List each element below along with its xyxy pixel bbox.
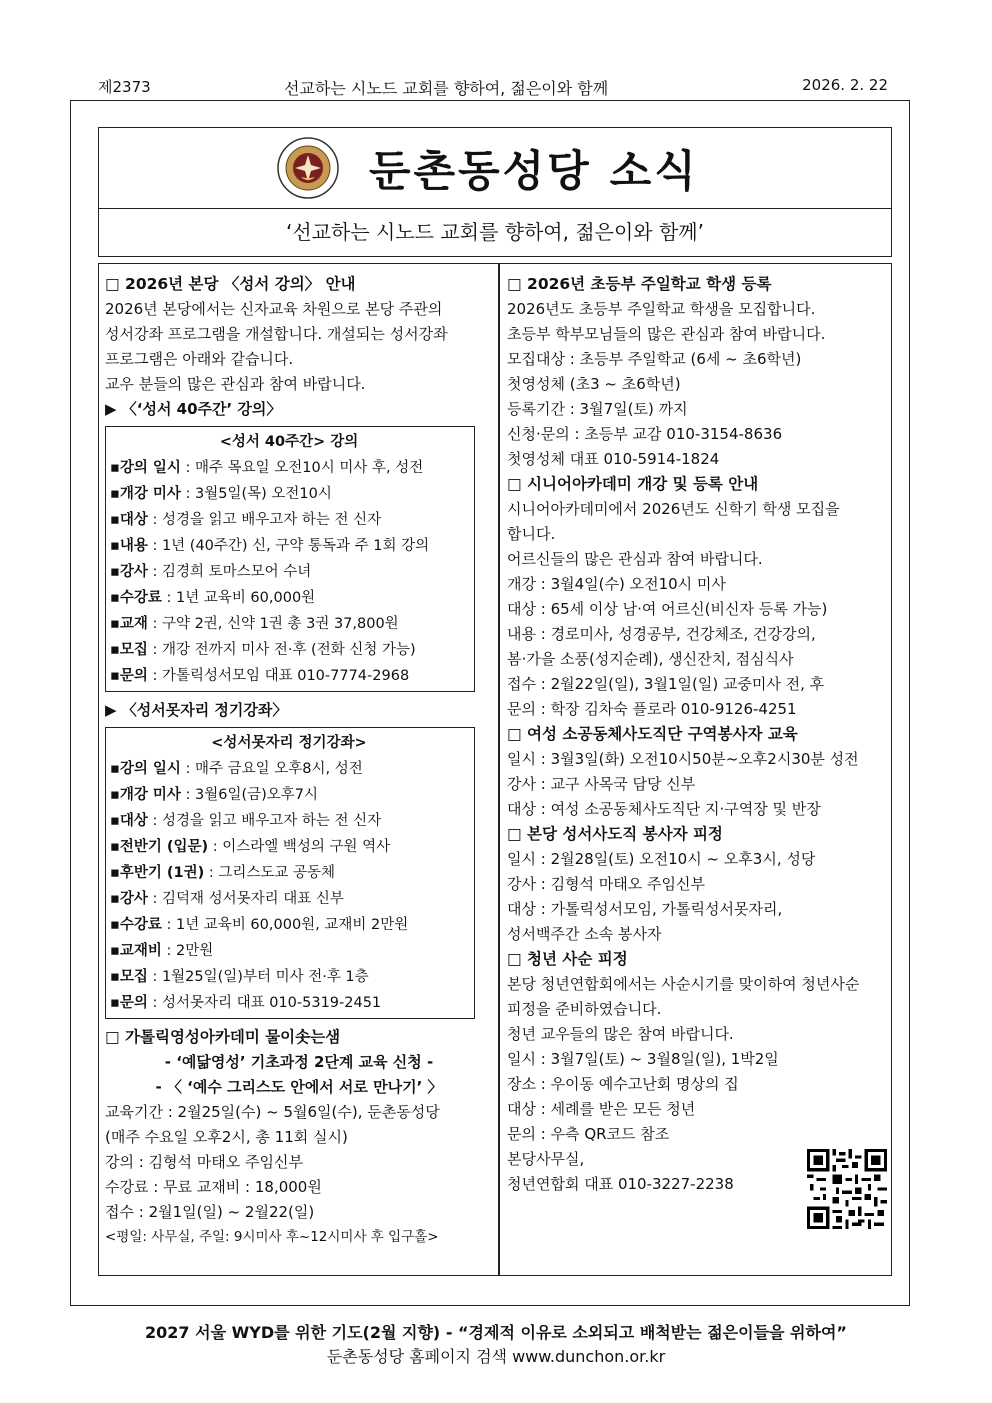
footer-homepage[interactable]: 둔촌동성당 홈페이지 검색 www.dunchon.or.kr xyxy=(326,1347,666,1366)
info-line: 문의 : 학장 김차숙 플로라 010-9126-4251 xyxy=(507,700,797,718)
issue-number: 제2373 xyxy=(98,78,151,96)
info-line: 본당사무실, xyxy=(507,1150,585,1168)
box-line: ▪전반기 (입문) : 이스라엘 백성의 구원 역사 xyxy=(110,839,391,855)
box-line: ▪교재 : 구약 2권, 신약 1권 총 3권 37,800원 xyxy=(110,616,399,632)
info-line: 대상 : 세례를 받은 모든 청년 xyxy=(507,1100,696,1118)
info-line: 개강 : 3월4일(수) 오전10시 미사 xyxy=(507,575,726,593)
info-line: (매주 수요일 오후2시, 총 11회 실시) xyxy=(105,1128,348,1146)
section-title: □ 2026년 초등부 주일학교 학생 등록 xyxy=(507,275,772,293)
section-title: □ 시니어아카데미 개강 및 등록 안내 xyxy=(507,475,759,493)
info-line: 합니다. xyxy=(507,525,556,543)
box-line: ▪모집 : 개강 전까지 미사 전·후 (전화 신청 가능) xyxy=(110,642,416,658)
subsection-title: - 〈 ‘예수 그리스도 안에서 서로 만나기’ 〉 xyxy=(155,1078,443,1096)
content-area xyxy=(98,263,892,1276)
info-line: 등록기간 : 3월7일(토) 까지 xyxy=(507,400,688,418)
paragraph-line: 교우 분들의 많은 관심과 참여 바랍니다. xyxy=(105,375,366,393)
info-line: 첫영성체 대표 010-5914-1824 xyxy=(507,450,720,468)
box-line: ▪문의 : 가톨릭성서모임 대표 010-7774-2968 xyxy=(110,668,410,684)
info-line: 문의 : 우측 QR코드 참조 xyxy=(507,1125,670,1143)
info-line: 피정을 준비하였습니다. xyxy=(507,1000,662,1018)
info-line: 접수 : 2월22일(일), 3월1일(일) 교중미사 전, 후 xyxy=(507,675,825,693)
info-line: 첫영성체 (초3 ~ 초6학년) xyxy=(507,375,681,393)
left-column xyxy=(105,272,493,1250)
info-line: 강사 : 김형석 마태오 주임신부 xyxy=(507,875,706,893)
right-column xyxy=(507,272,887,1197)
bible-40weeks-box xyxy=(105,426,475,692)
church-logo-icon xyxy=(277,137,339,199)
footer-prayer: 2027 서울 WYD를 위한 기도(2월 지향) - “경제적 이유로 소외되고 배척받는 젊은이들을 위하여” xyxy=(145,1323,847,1342)
box-line: ▪강사 : 김경희 토마스모어 수녀 xyxy=(110,564,312,580)
info-line: 내용 : 경로미사, 성경공부, 건강체조, 건강강의, xyxy=(507,625,816,643)
box-line: ▪교재비 : 2만원 xyxy=(110,943,214,959)
info-line: 2026년도 초등부 주일학교 학생을 모집합니다. xyxy=(507,300,816,318)
info-line: 교육기간 : 2월25일(수) ~ 5월6일(수), 둔촌동성당 xyxy=(105,1103,440,1121)
info-line: 시니어아카데미에서 2026년도 신학기 학생 모집을 xyxy=(507,500,840,518)
paragraph-line: 프로그램은 아래와 같습니다. xyxy=(105,350,294,368)
section-title: □ 청년 사순 피정 xyxy=(507,950,628,968)
box-line: ▪강의 일시 : 매주 금요일 오후8시, 성전 xyxy=(110,761,363,777)
info-line: 장소 : 우이동 예수고난회 명상의 집 xyxy=(507,1075,739,1093)
info-line: 성서백주간 소속 봉사자 xyxy=(507,925,662,943)
info-line: <평일: 사무실, 주일: 9시미사 후~12시미사 후 입구홀> xyxy=(105,1229,439,1245)
issue-date: 2026. 2. 22 xyxy=(802,76,888,94)
box-line: ▪문의 : 성서못자리 대표 010-5319-2451 xyxy=(110,995,382,1011)
info-line: 일시 : 2월28일(토) 오전10시 ~ 오후3시, 성당 xyxy=(507,850,816,868)
info-line: 일시 : 3월3일(화) 오전10시50분~오후2시30분 성전 xyxy=(507,750,859,768)
box-line: ▪대상 : 성경을 읽고 배우고자 하는 전 신자 xyxy=(110,512,382,528)
info-line: 청년 교우들의 많은 참여 바랍니다. xyxy=(507,1025,734,1043)
info-line: 봄·가을 소풍(성지순례), 생신잔치, 점심식사 xyxy=(507,650,794,668)
info-line: 수강료 : 무료 교재비 : 18,000원 xyxy=(105,1178,322,1196)
box-title: <성서못자리 정기강좌> xyxy=(211,735,367,751)
box-line: ▪대상 : 성경을 읽고 배우고자 하는 전 신자 xyxy=(110,813,382,829)
bible-motjari-box xyxy=(105,727,475,1019)
subsection-title: ▶ 〈‘성서 40주간’ 강의〉 xyxy=(105,400,282,418)
section-title: □ 여성 소공동체사도직단 구역봉사자 교육 xyxy=(507,725,798,743)
box-line: ▪수강료 : 1년 교육비 60,000원, 교재비 2만원 xyxy=(110,917,409,933)
info-line: 접수 : 2월1일(일) ~ 2월22(일) xyxy=(105,1203,315,1221)
info-line: 강의 : 김형석 마태오 주임신부 xyxy=(105,1153,304,1171)
info-line: 신청·문의 : 초등부 교감 010-3154-8636 xyxy=(507,425,783,443)
section-title: □ 가톨릭영성아카데미 물이솟는샘 xyxy=(105,1028,341,1046)
box-line: ▪후반기 (1권) : 그리스도교 공동체 xyxy=(110,865,336,881)
info-line: 어르신들의 많은 관심과 참여 바랍니다. xyxy=(507,550,763,568)
subsection-title: - ‘예닮영성’ 기초과정 2단계 교육 신청 - xyxy=(164,1053,434,1071)
info-line: 초등부 학부모님들의 많은 관심과 참여 바랍니다. xyxy=(507,325,826,343)
qr-code-icon[interactable] xyxy=(807,1149,887,1229)
column-divider xyxy=(498,264,500,1275)
subsection-title: ▶ 〈성서못자리 정기강좌〉 xyxy=(105,701,288,719)
box-line: ▪모집 : 1월25일(일)부터 미사 전·후 1층 xyxy=(110,969,369,985)
info-line: 대상 : 여성 소공동체사도직단 지·구역장 및 반장 xyxy=(507,800,821,818)
paragraph-line: 2026년 본당에서는 신자교육 차원으로 본당 주관의 xyxy=(105,300,443,318)
info-line: 모집대상 : 초등부 주일학교 (6세 ~ 초6학년) xyxy=(507,350,802,368)
info-line: 대상 : 가톨릭성서모임, 가톨릭성서못자리, xyxy=(507,900,783,918)
box-line: ▪개강 미사 : 3월6일(금)오후7시 xyxy=(110,787,319,803)
page-title: 둔촌동성당 소식 xyxy=(369,147,699,197)
info-line: 일시 : 3월7일(토) ~ 3월8일(일), 1박2일 xyxy=(507,1050,779,1068)
section-title: □ 본당 성서사도직 봉사자 피정 xyxy=(507,825,723,843)
title-row xyxy=(99,128,891,209)
box-line: ▪내용 : 1년 (40주간) 신, 구약 통독과 주 1회 강의 xyxy=(110,538,430,554)
box-line: ▪강사 : 김덕재 성서못자리 대표 신부 xyxy=(110,891,344,907)
paragraph-line: 성서강좌 프로그램을 개설합니다. 개설되는 성서강좌 xyxy=(105,325,448,343)
box-line: ▪개강 미사 : 3월5일(목) 오전10시 xyxy=(110,486,332,502)
box-line: ▪강의 일시 : 매주 목요일 오전10시 미사 후, 성전 xyxy=(110,460,424,476)
top-header xyxy=(98,76,888,98)
box-title: <성서 40주간> 강의 xyxy=(219,434,359,450)
info-line: 대상 : 65세 이상 남·여 어르신(비신자 등록 가능) xyxy=(507,600,828,618)
info-line: 청년연합회 대표 010-3227-2238 xyxy=(507,1175,734,1193)
box-line: ▪수강료 : 1년 교육비 60,000원 xyxy=(110,590,316,606)
header-motto: 선교하는 시노드 교회를 향하여, 젊은이와 함께 xyxy=(284,79,609,98)
masthead-subtitle: ‘선교하는 시노드 교회를 향하여, 젊은이와 함께’ xyxy=(286,220,704,244)
section-title: □ 2026년 본당 〈성서 강의〉 안내 xyxy=(105,275,356,293)
info-line: 강사 : 교구 사목국 담당 신부 xyxy=(507,775,696,793)
masthead xyxy=(98,127,892,257)
info-line: 본당 청년연합회에서는 사순시기를 맞이하여 청년사순 xyxy=(507,975,860,993)
